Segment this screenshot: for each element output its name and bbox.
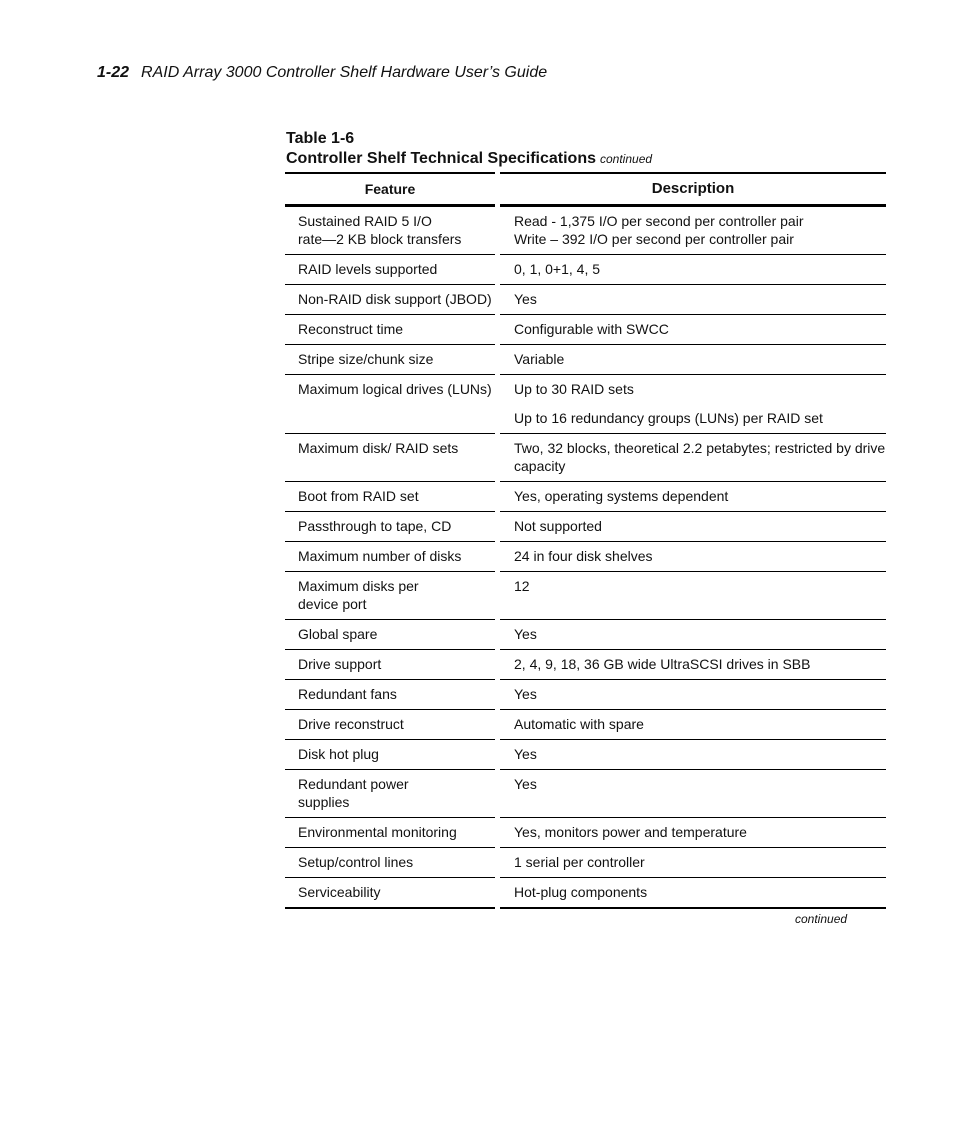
table-title: Controller Shelf Technical Specifications	[286, 150, 596, 167]
description-text: 2, 4, 9, 18, 36 GB wide UltraSCSI drives in SBB	[514, 656, 811, 672]
table-row	[285, 285, 886, 315]
feature-cell	[285, 572, 495, 620]
description-text: Yes	[514, 626, 537, 642]
feature-text: Maximum disk/ RAID sets	[298, 440, 459, 456]
table-row	[285, 542, 886, 572]
description-cell	[500, 345, 886, 375]
feature-cell	[285, 848, 495, 878]
description-text: Yes, monitors power and temperature	[514, 824, 747, 840]
feature-text: Boot from RAID set	[298, 488, 419, 504]
description-cell	[500, 375, 886, 434]
description-text: Yes	[514, 746, 537, 762]
description-text: 12	[514, 578, 530, 594]
table-row	[285, 512, 886, 542]
feature-cell	[285, 650, 495, 680]
continued-footer: continued	[795, 912, 848, 926]
feature-text: Environmental monitoring	[298, 824, 457, 840]
description-text: Yes, operating systems dependent	[514, 488, 729, 504]
table-header-row	[285, 172, 886, 207]
table-row	[285, 375, 886, 434]
description-text: 1 serial per controller	[514, 854, 645, 870]
description-cell	[500, 650, 886, 680]
page-number: 1-22	[97, 64, 130, 81]
table-row	[285, 878, 886, 909]
feature-text: Drive reconstruct	[298, 716, 404, 732]
feature-text: Passthrough to tape, CD	[298, 518, 452, 534]
description-cell	[500, 207, 886, 255]
description-cell	[500, 255, 886, 285]
description-text: Up to 30 RAID sets	[514, 381, 634, 397]
table-row	[285, 770, 886, 818]
feature-text: RAID levels supported	[298, 261, 438, 277]
description-text: Hot-plug components	[514, 884, 648, 900]
table-row	[285, 650, 886, 680]
feature-cell	[285, 818, 495, 848]
table-row	[285, 482, 886, 512]
feature-cell	[285, 482, 495, 512]
table-row	[285, 207, 886, 255]
description-cell	[500, 770, 886, 818]
description-text: Read - 1,375 I/O per second per controller pair	[514, 213, 804, 229]
description-cell	[500, 848, 886, 878]
feature-text: Redundant power	[298, 776, 409, 792]
table-row	[285, 345, 886, 375]
table-row	[285, 848, 886, 878]
description-cell	[500, 740, 886, 770]
description-text: Write – 392 I/O per second per controller pair	[514, 231, 794, 247]
column-header-description: Description	[500, 172, 886, 207]
table-row	[285, 740, 886, 770]
table-row	[285, 710, 886, 740]
feature-text: device port	[298, 596, 367, 612]
description-text: 24 in four disk shelves	[514, 548, 653, 564]
feature-cell	[285, 542, 495, 572]
spec-table	[285, 172, 886, 909]
feature-cell	[285, 680, 495, 710]
description-text: Automatic with spare	[514, 716, 644, 732]
description-cell	[500, 710, 886, 740]
feature-cell	[285, 710, 495, 740]
feature-text: Maximum number of disks	[298, 548, 462, 564]
feature-cell	[285, 740, 495, 770]
feature-cell	[285, 345, 495, 375]
table-row	[285, 434, 886, 482]
continued-tag: continued	[600, 152, 653, 166]
description-cell	[500, 620, 886, 650]
table-row	[285, 315, 886, 345]
feature-text: Sustained RAID 5 I/O	[298, 213, 432, 229]
feature-text: Maximum disks per	[298, 578, 419, 594]
feature-text: rate—2 KB block transfers	[298, 231, 462, 247]
table-row	[285, 620, 886, 650]
feature-text: Stripe size/chunk size	[298, 351, 434, 367]
table-label: Table 1-6	[286, 130, 355, 147]
description-text: 0, 1, 0+1, 4, 5	[514, 261, 601, 277]
feature-cell	[285, 285, 495, 315]
feature-text: supplies	[298, 794, 350, 810]
description-text: Yes	[514, 291, 537, 307]
description-text: Variable	[514, 351, 565, 367]
feature-text: Setup/control lines	[298, 854, 414, 870]
feature-cell	[285, 434, 495, 482]
table-caption	[286, 129, 652, 169]
description-text: Yes	[514, 776, 537, 792]
description-text: capacity	[514, 458, 566, 474]
feature-text: Non-RAID disk support (JBOD)	[298, 291, 492, 307]
feature-text: Disk hot plug	[298, 746, 379, 762]
description-cell	[500, 512, 886, 542]
feature-cell	[285, 375, 495, 434]
feature-text: Drive support	[298, 656, 382, 672]
column-header-feature: Feature	[285, 172, 495, 207]
running-header	[97, 64, 547, 82]
description-text: Two, 32 blocks, theoretical 2.2 petabytes; restricted by drive	[514, 440, 886, 456]
feature-text: Redundant fans	[298, 686, 397, 702]
description-text: Up to 16 redundancy groups (LUNs) per RAID set	[514, 410, 823, 426]
description-cell	[500, 315, 886, 345]
description-cell	[500, 878, 886, 909]
table-row	[285, 572, 886, 620]
description-cell	[500, 680, 886, 710]
description-cell	[500, 818, 886, 848]
feature-text: Global spare	[298, 626, 378, 642]
feature-text: Serviceability	[298, 884, 381, 900]
feature-cell	[285, 512, 495, 542]
description-text: Configurable with SWCC	[514, 321, 669, 337]
feature-cell	[285, 207, 495, 255]
feature-cell	[285, 255, 495, 285]
description-cell	[500, 434, 886, 482]
feature-text: Maximum logical drives (LUNs)	[298, 381, 492, 397]
description-text: Yes	[514, 686, 537, 702]
feature-text: Reconstruct time	[298, 321, 404, 337]
book-title: RAID Array 3000 Controller Shelf Hardware User’s Guide	[141, 64, 548, 81]
table-row	[285, 818, 886, 848]
description-cell	[500, 482, 886, 512]
feature-cell	[285, 770, 495, 818]
description-cell	[500, 285, 886, 315]
description-cell	[500, 572, 886, 620]
table-row	[285, 255, 886, 285]
description-cell	[500, 542, 886, 572]
feature-cell	[285, 315, 495, 345]
feature-cell	[285, 620, 495, 650]
table-row	[285, 680, 886, 710]
feature-cell	[285, 878, 495, 909]
description-text: Not supported	[514, 518, 602, 534]
table-body	[285, 207, 886, 909]
